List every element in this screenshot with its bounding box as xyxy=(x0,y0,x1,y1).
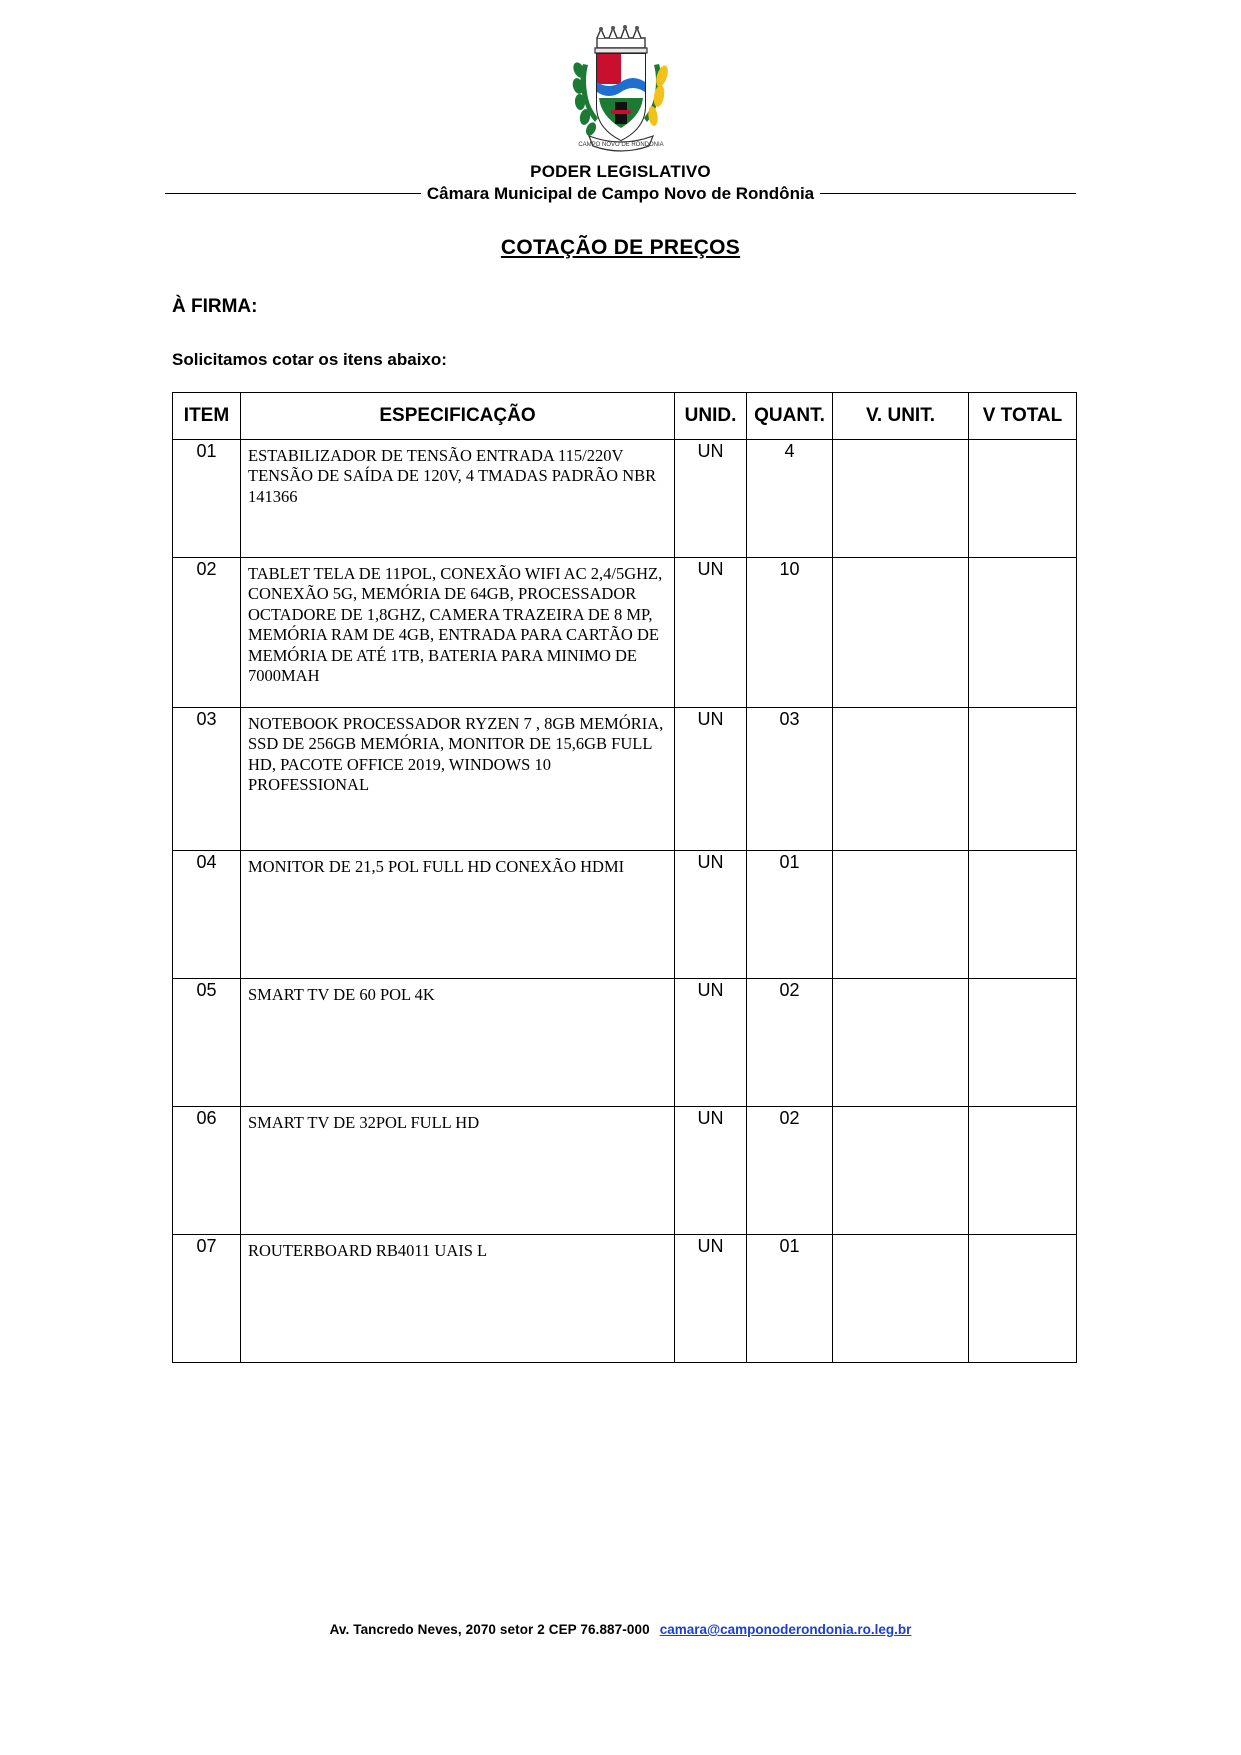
footer-address: Av. Tancredo Neves, 2070 setor 2 CEP 76.887-000 xyxy=(329,1622,650,1637)
cell-quant: 01 xyxy=(747,1235,833,1363)
cell-v-total[interactable] xyxy=(969,1235,1077,1363)
table-row xyxy=(173,558,1077,708)
cell-v-unit[interactable] xyxy=(833,558,969,708)
cell-quant: 10 xyxy=(747,558,833,708)
cell-quant: 02 xyxy=(747,979,833,1107)
cell-v-total[interactable] xyxy=(969,979,1077,1107)
cell-unid: UN xyxy=(675,979,747,1107)
crest-container xyxy=(0,0,1241,156)
institution-header xyxy=(0,162,1241,204)
cell-v-unit[interactable] xyxy=(833,979,969,1107)
instruction-text: Solicitamos cotar os itens abaixo: xyxy=(172,350,447,369)
cell-item: 06 xyxy=(173,1107,241,1235)
table-row xyxy=(173,708,1077,851)
cell-unid: UN xyxy=(675,558,747,708)
column-header-v-unit: V. UNIT. xyxy=(833,393,969,440)
cell-especificacao: MONITOR DE 21,5 POL FULL HD CONEXÃO HDMI xyxy=(241,851,675,979)
cell-v-total[interactable] xyxy=(969,708,1077,851)
page-footer xyxy=(0,1622,1241,1637)
cell-item: 03 xyxy=(173,708,241,851)
header-line-poder-legislativo: PODER LEGISLATIVO xyxy=(530,162,711,181)
header-line-camara: Câmara Municipal de Campo Novo de Rondônia xyxy=(426,184,815,203)
cell-v-total[interactable] xyxy=(969,1107,1077,1235)
table-row xyxy=(173,979,1077,1107)
cell-item: 07 xyxy=(173,1235,241,1363)
quote-table xyxy=(172,392,1077,1363)
svg-text:CAMPO NOVO DE RONDONIA: CAMPO NOVO DE RONDONIA xyxy=(577,142,664,148)
cell-unid: UN xyxy=(675,440,747,558)
cell-unid: UN xyxy=(675,708,747,851)
cell-unid: UN xyxy=(675,1107,747,1235)
cell-especificacao: ROUTERBOARD RB4011 UAIS L xyxy=(241,1235,675,1363)
cell-unid: UN xyxy=(675,1235,747,1363)
cell-especificacao: TABLET TELA DE 11POL, CONEXÃO WIFI AC 2,4/5GHZ, CONEXÃO 5G, MEMÓRIA DE 64GB, PROCESSADOR OCTADORE DE 1,8GHZ, CAMERA TRAZEIRA DE 8 MP, MEMÓRIA RAM DE 4GB, ENTRADA PARA CARTÃO DE MEMÓRIA DE ATÉ 1TB, BATERIA PARA MINIMO DE 7000MAH xyxy=(241,558,675,708)
cell-especificacao: ESTABILIZADOR DE TENSÃO ENTRADA 115/220V TENSÃO DE SAÍDA DE 120V, 4 TMADAS PADRÃO NBR 141366 xyxy=(241,440,675,558)
cell-v-unit[interactable] xyxy=(833,1107,969,1235)
cell-v-total[interactable] xyxy=(969,440,1077,558)
cell-quant: 01 xyxy=(747,851,833,979)
cell-v-unit[interactable] xyxy=(833,851,969,979)
table-row xyxy=(173,1235,1077,1363)
footer-email-link[interactable]: camara@camponoderondonia.ro.leg.br xyxy=(659,1622,912,1637)
cell-v-unit[interactable] xyxy=(833,708,969,851)
cell-item: 02 xyxy=(173,558,241,708)
firm-label: À FIRMA: xyxy=(172,296,258,317)
coat-of-arms-icon xyxy=(567,24,675,156)
header-rule-right xyxy=(820,192,1076,194)
cell-especificacao: SMART TV DE 60 POL 4K xyxy=(241,979,675,1107)
cell-v-total[interactable] xyxy=(969,851,1077,979)
column-header-especificacao: ESPECIFICAÇÃO xyxy=(241,393,675,440)
cell-unid: UN xyxy=(675,851,747,979)
cell-quant: 4 xyxy=(747,440,833,558)
cell-v-total[interactable] xyxy=(969,558,1077,708)
page-title: COTAÇÃO DE PREÇOS xyxy=(500,236,741,259)
table-header-row xyxy=(173,393,1077,440)
cell-item: 04 xyxy=(173,851,241,979)
cell-v-unit[interactable] xyxy=(833,1235,969,1363)
cell-especificacao: NOTEBOOK PROCESSADOR RYZEN 7 , 8GB MEMÓRIA, SSD DE 256GB MEMÓRIA, MONITOR DE 15,6GB FULL HD, PACOTE OFFICE 2019, WINDOWS 10 PROFESSIONAL xyxy=(241,708,675,851)
table-row xyxy=(173,1107,1077,1235)
cell-especificacao: SMART TV DE 32POL FULL HD xyxy=(241,1107,675,1235)
cell-quant: 03 xyxy=(747,708,833,851)
column-header-unid: UNID. xyxy=(675,393,747,440)
column-header-item: ITEM xyxy=(173,393,241,440)
header-rule-left xyxy=(165,192,421,194)
column-header-v-total: V TOTAL xyxy=(969,393,1077,440)
cell-item: 05 xyxy=(173,979,241,1107)
column-header-quant: QUANT. xyxy=(747,393,833,440)
table-row xyxy=(173,440,1077,558)
cell-v-unit[interactable] xyxy=(833,440,969,558)
table-row xyxy=(173,851,1077,979)
cell-item: 01 xyxy=(173,440,241,558)
cell-quant: 02 xyxy=(747,1107,833,1235)
